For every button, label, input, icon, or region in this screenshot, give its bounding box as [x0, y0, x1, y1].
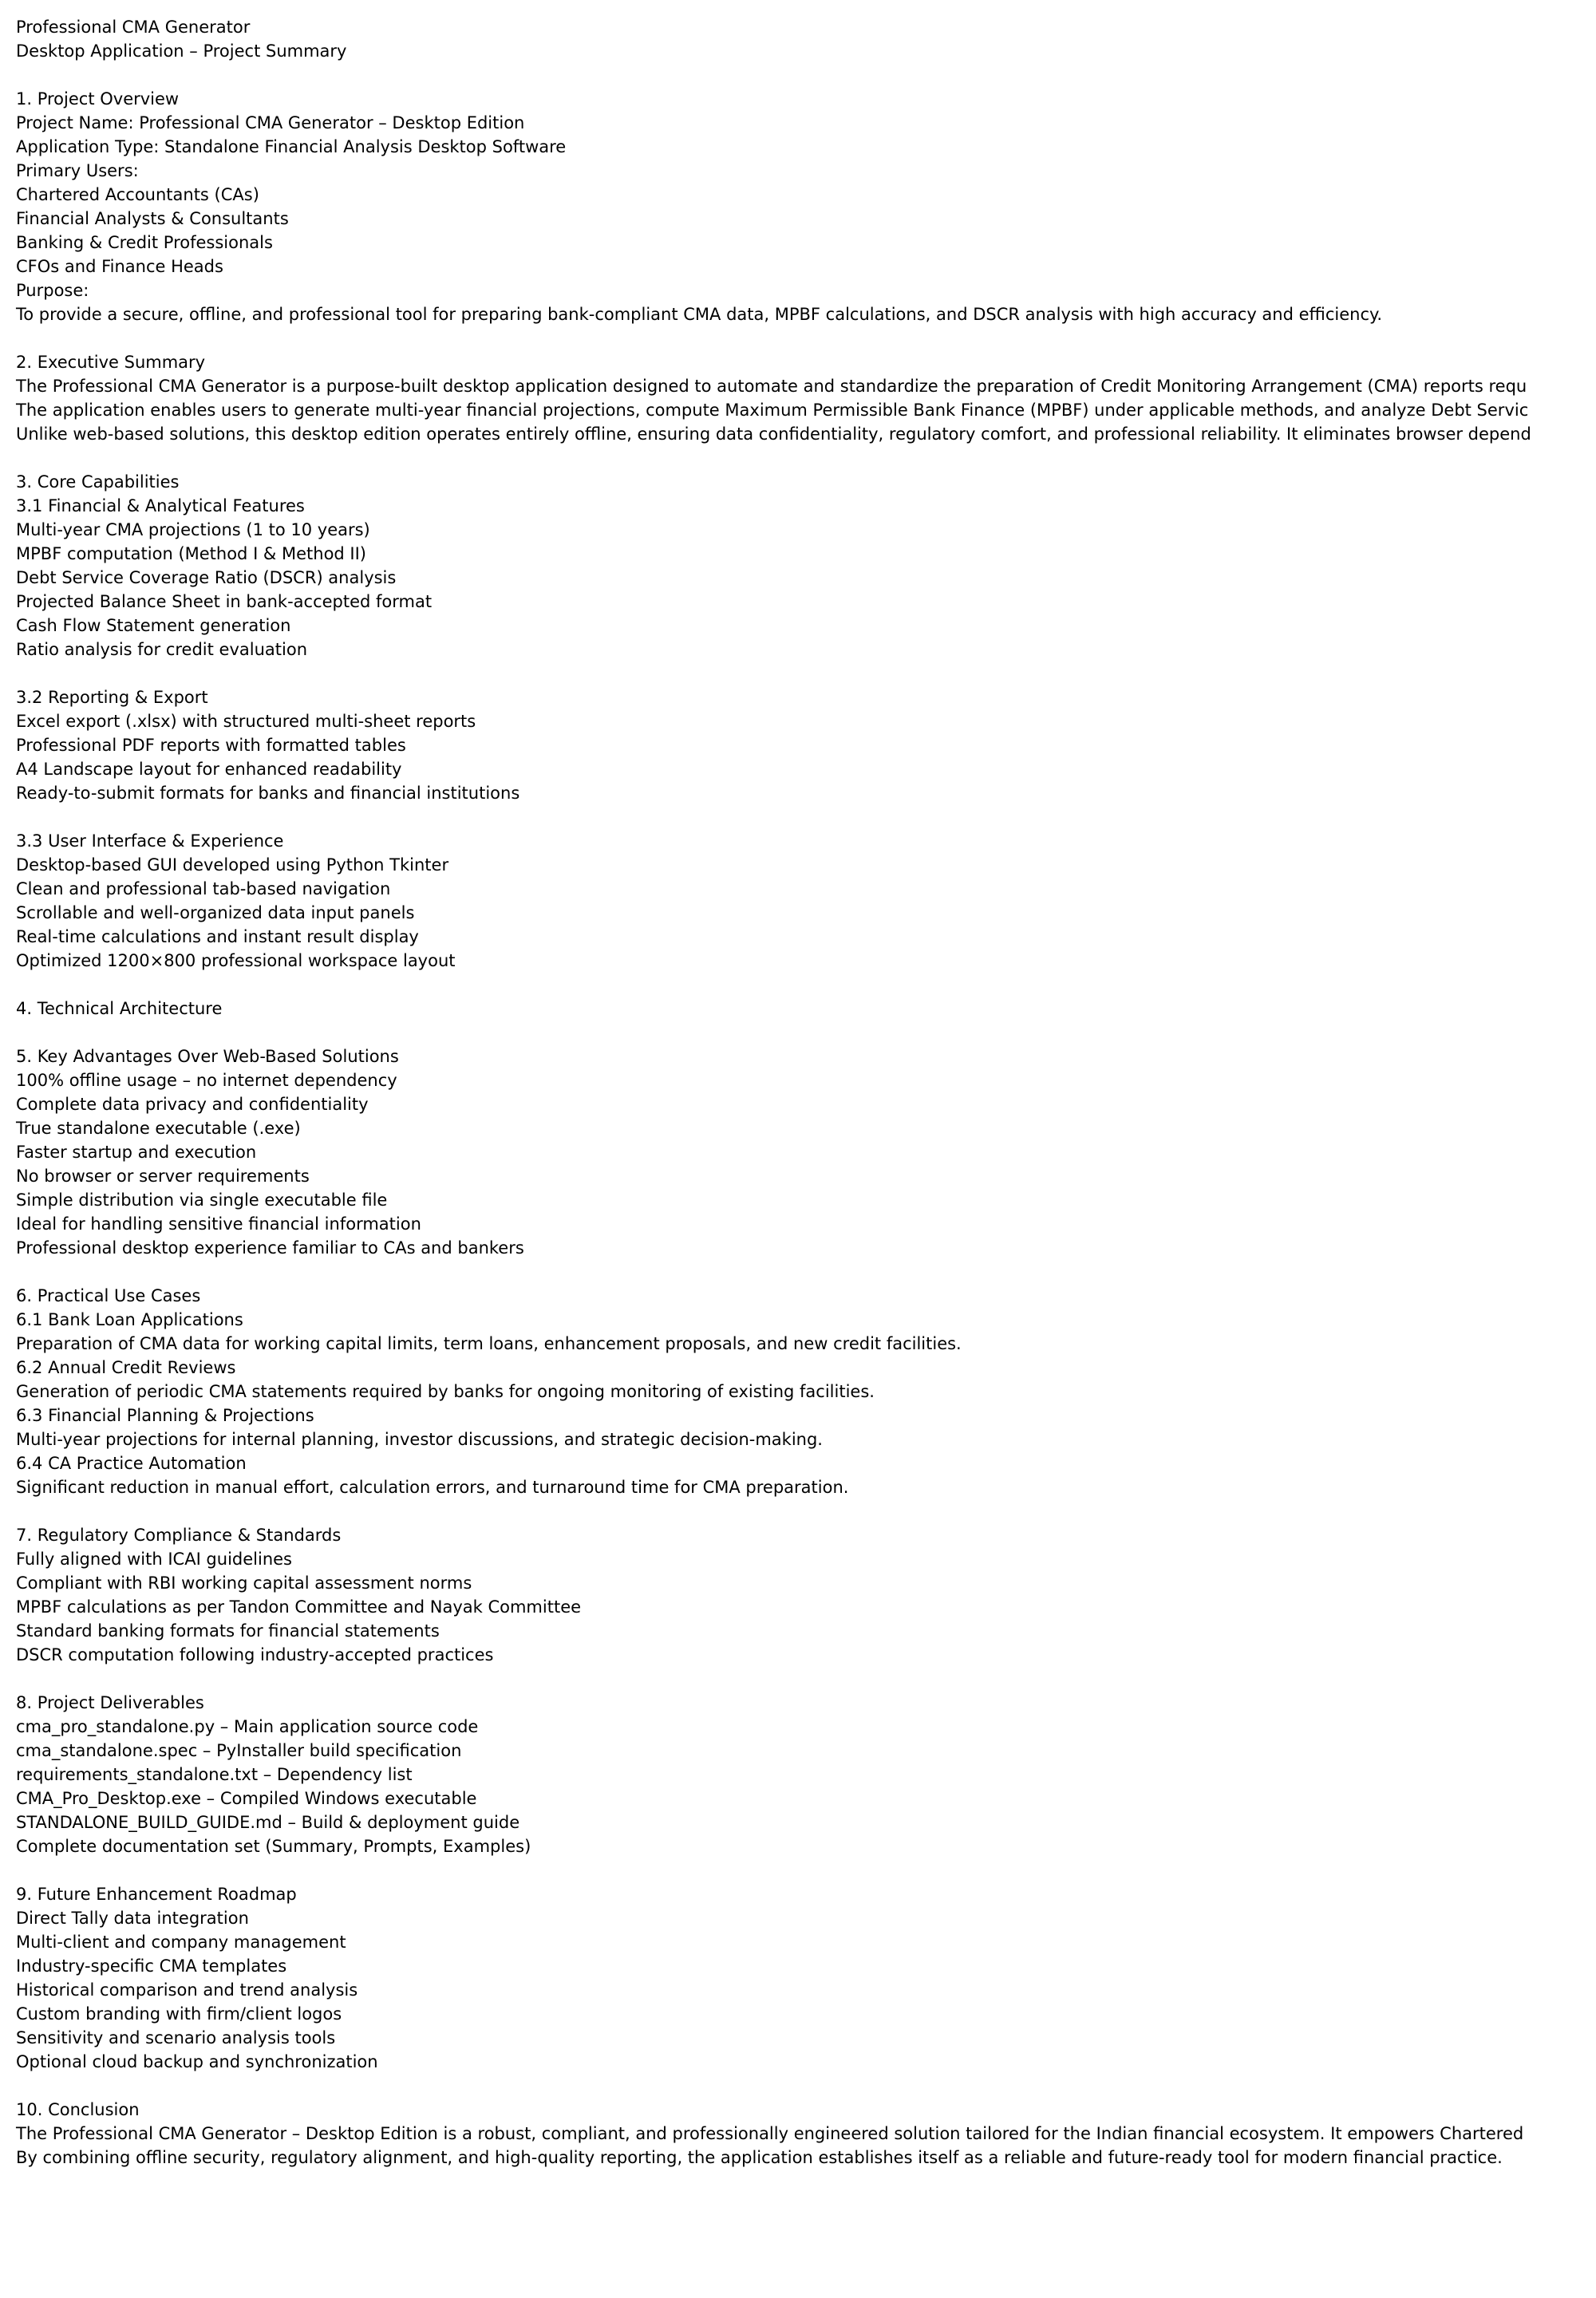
text-line: Preparation of CMA data for working capital limits, term loans, enhancement proposals, and new credit facilities. [16, 1334, 962, 1353]
text-line: MPBF computation (Method I & Method II) [16, 544, 367, 563]
text-line: 10. Conclusion [16, 2100, 140, 2119]
text-line: Multi-year projections for internal planning, investor discussions, and strategic decision-making. [16, 1430, 823, 1449]
blank-line [16, 1667, 1596, 1691]
text-line: Generation of periodic CMA statements required by banks for ongoing monitoring of existing facilities. [16, 1382, 875, 1401]
text-line: 3.1 Financial & Analytical Features [16, 496, 305, 515]
text-line: Application Type: Standalone Financial Analysis Desktop Software [16, 137, 567, 156]
text-line: Financial Analysts & Consultants [16, 209, 289, 228]
text-line: A4 Landscape layout for enhanced readability [16, 760, 402, 779]
text-line: requirements_standalone.txt – Dependency list [16, 1765, 413, 1784]
text-line: Clean and professional tab-based navigation [16, 879, 391, 898]
text-line: Projected Balance Sheet in bank-accepted format [16, 592, 433, 611]
blank-line [16, 1858, 1596, 1882]
text-line: Optimized 1200×800 professional workspace layout [16, 951, 456, 970]
text-line: DSCR computation following industry-accepted practices [16, 1645, 494, 1664]
text-line: Cash Flow Statement generation [16, 616, 291, 635]
text-line: Desktop Application – Project Summary [16, 41, 347, 61]
text-line: Professional desktop experience familiar to CAs and bankers [16, 1238, 524, 1258]
text-line: Industry-specific CMA templates [16, 1956, 287, 1976]
text-line: Project Name: Professional CMA Generator – Desktop Edition [16, 113, 525, 132]
text-line: Historical comparison and trend analysis [16, 1980, 358, 2000]
text-line: 6.3 Financial Planning & Projections [16, 1406, 314, 1425]
text-line: Direct Tally data integration [16, 1909, 249, 1928]
text-line: Scrollable and well-organized data input panels [16, 903, 415, 922]
text-line: 3.3 User Interface & Experience [16, 831, 284, 851]
text-line: Banking & Credit Professionals [16, 233, 273, 252]
text-line: 6.4 CA Practice Automation [16, 1454, 247, 1473]
text-line: By combining offline security, regulatory alignment, and high-quality reporting, the application establishes itself as a reliable and future-ready tool for modern financial practice. [16, 2148, 1503, 2167]
text-line: Chartered Accountants (CAs) [16, 185, 259, 204]
text-line: Optional cloud backup and synchronization [16, 2052, 378, 2071]
text-line: 8. Project Deliverables [16, 1693, 204, 1712]
text-line: Faster startup and execution [16, 1143, 257, 1162]
text-line: MPBF calculations as per Tandon Committee and Nayak Committee [16, 1597, 582, 1617]
blank-line [16, 1021, 1596, 1044]
text-line: Simple distribution via single executable file [16, 1190, 388, 1210]
text-line: The Professional CMA Generator is a purpose-built desktop application designed to automate and standardize the preparation of Credit Monitoring Arrangement (CMA) reports requ [16, 377, 1527, 396]
text-line: Professional PDF reports with formatted tables [16, 736, 406, 755]
text-line: Multi-year CMA projections (1 to 10 years) [16, 520, 370, 539]
text-line: No browser or server requirements [16, 1167, 310, 1186]
text-line: Standard banking formats for financial statements [16, 1621, 440, 1641]
blank-line [16, 1499, 1596, 1523]
text-line: The Professional CMA Generator – Desktop Edition is a robust, compliant, and professionally engineered solution tailored for the Indian financial ecosystem. It empowers Chartered [16, 2124, 1524, 2143]
blank-line [16, 805, 1596, 829]
text-line: True standalone executable (.exe) [16, 1119, 301, 1138]
blank-line [16, 2074, 1596, 2098]
text-line: Unlike web-based solutions, this desktop edition operates entirely offline, ensuring data confidentiality, regulatory comfort, and professional reliability. It eliminates browser depend [16, 424, 1531, 444]
text-line: Ratio analysis for credit evaluation [16, 640, 308, 659]
text-line: Primary Users: [16, 161, 139, 180]
blank-line [16, 661, 1596, 685]
text-line: cma_standalone.spec – PyInstaller build specification [16, 1741, 462, 1760]
text-line: 4. Technical Architecture [16, 999, 223, 1018]
text-line: Complete documentation set (Summary, Prompts, Examples) [16, 1837, 531, 1856]
blank-line [16, 973, 1596, 997]
text-line: 1. Project Overview [16, 89, 180, 109]
blank-line [16, 63, 1596, 87]
text-line: STANDALONE_BUILD_GUIDE.md – Build & deployment guide [16, 1813, 520, 1832]
blank-line [16, 1260, 1596, 1284]
text-line: Purpose: [16, 281, 89, 300]
text-line: Compliant with RBI working capital assessment norms [16, 1573, 472, 1593]
text-line: Debt Service Coverage Ratio (DSCR) analysis [16, 568, 397, 587]
text-line: 7. Regulatory Compliance & Standards [16, 1526, 342, 1545]
text-line: Real-time calculations and instant result display [16, 927, 419, 946]
text-line: Custom branding with firm/client logos [16, 2004, 342, 2024]
text-line: 6. Practical Use Cases [16, 1286, 201, 1305]
text-line: CFOs and Finance Heads [16, 257, 223, 276]
text-line: The application enables users to generate multi-year financial projections, compute Maximum Permissible Bank Finance (MPBF) under applicable methods, and analyze Debt Servic [16, 401, 1529, 420]
text-line: Significant reduction in manual effort, calculation errors, and turnaround time for CMA preparation. [16, 1478, 849, 1497]
text-line: 3. Core Capabilities [16, 472, 180, 492]
text-line: cma_pro_standalone.py – Main application source code [16, 1717, 479, 1736]
blank-line [16, 326, 1596, 350]
text-line: Ideal for handling sensitive financial information [16, 1214, 421, 1234]
text-line: To provide a secure, offline, and professional tool for preparing bank-compliant CMA data, MPBF calculations, and DSCR analysis with high accuracy and efficiency. [16, 305, 1383, 324]
text-line: Desktop-based GUI developed using Python Tkinter [16, 855, 449, 875]
text-line: Fully aligned with ICAI guidelines [16, 1550, 292, 1569]
text-line: 6.2 Annual Credit Reviews [16, 1358, 236, 1377]
text-line: Sensitivity and scenario analysis tools [16, 2028, 336, 2047]
text-line: 6.1 Bank Loan Applications [16, 1310, 243, 1329]
text-line: 5. Key Advantages Over Web-Based Solutions [16, 1047, 399, 1066]
text-line: 100% offline usage – no internet dependency [16, 1071, 397, 1090]
blank-line [16, 446, 1596, 470]
text-line: 3.2 Reporting & Export [16, 688, 208, 707]
text-line: CMA_Pro_Desktop.exe – Compiled Windows executable [16, 1789, 477, 1808]
text-line: 9. Future Enhancement Roadmap [16, 1885, 297, 1904]
text-line: 2. Executive Summary [16, 353, 206, 372]
text-line: Professional CMA Generator [16, 18, 251, 37]
text-line: Ready-to-submit formats for banks and financial institutions [16, 784, 520, 803]
text-line: Multi-client and company management [16, 1933, 346, 1952]
text-line: Excel export (.xlsx) with structured multi-sheet reports [16, 712, 476, 731]
text-line: Complete data privacy and confidentiality [16, 1095, 369, 1114]
